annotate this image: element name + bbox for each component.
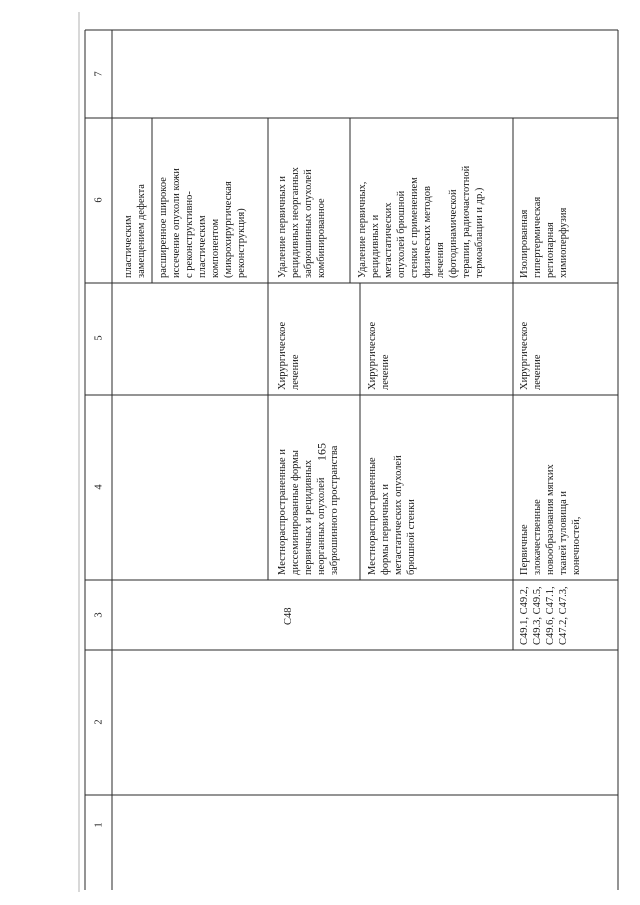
table-cell: Первичные злокачественные новообразования мягких тканей туловища и конечностей, (519, 464, 582, 575)
column-header-6: 6 (93, 197, 105, 203)
column-header-7: 7 (93, 71, 105, 77)
column-header-5: 5 (93, 335, 105, 341)
table-cell: C49.1, C49.2, C49.3, C49.5, C49.6, C47.1, C47.2, C47.3, (519, 586, 569, 645)
table-cell: Удаление первичных и рецидивных неорганных забрюшинных опухолей комбинированное (277, 167, 327, 278)
table-cell: Хирургическое лечение (519, 321, 543, 390)
table-cell: Местнораспространенные и диссеминированные формы первичных и рецидивных неорганных опухолей забрюшинного пространства (277, 445, 340, 575)
column-header-3: 3 (93, 612, 105, 618)
page-number: 165 (314, 443, 329, 461)
column-header-1: 1 (93, 822, 105, 828)
column-header-2: 2 (93, 719, 105, 725)
table-cell: Хирургическое лечение (367, 321, 391, 390)
table-cell: расширенное широкое иссечение опухоли кожи с реконструктивно- пластическим компонентом (микрохирургическая реконструкция) (158, 168, 247, 278)
table-cell: пластическим замещением дефекта (123, 184, 147, 278)
table-cell: Хирургическое лечение (277, 321, 301, 390)
column-header-4: 4 (93, 484, 105, 490)
table-cell: C48 (283, 607, 294, 625)
table-cell: Местнораспространенные формы первичных и метастатических опухолей брюшной стенки (367, 455, 417, 575)
table-cell: Изолированная гипертермическая регионарная химиоперфузия (519, 196, 569, 278)
table-cell: Удаление первичных, рецидивных и метастатических опухолей брюшной стенки с применением физических методов лечения (фотодинамической терапии, радиочастотной термоаблации и др.) (357, 165, 485, 278)
